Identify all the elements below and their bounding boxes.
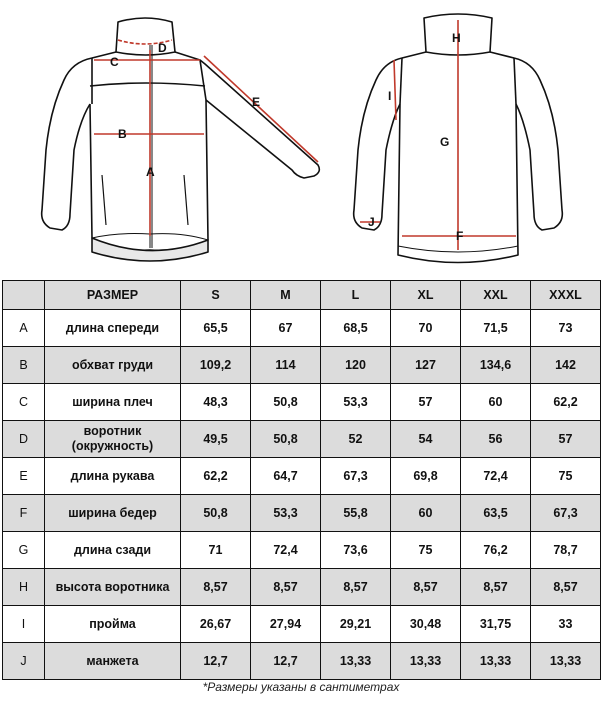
label-f: F (456, 229, 464, 243)
size-value-cell: 33 (531, 606, 601, 643)
table-row (3, 310, 601, 347)
size-value-cell: 8,57 (391, 569, 461, 606)
header-s: S (181, 281, 251, 310)
size-value-cell: 72,4 (461, 458, 531, 495)
size-value-cell: 69,8 (391, 458, 461, 495)
table-row (3, 495, 601, 532)
size-value-cell: 50,8 (251, 421, 321, 458)
size-value-cell: 13,33 (391, 643, 461, 680)
label-j: J (368, 215, 375, 229)
row-letter: F (3, 495, 45, 532)
size-value-cell: 63,5 (461, 495, 531, 532)
row-measurement-name: длина спереди (45, 310, 181, 347)
size-value-cell: 120 (321, 347, 391, 384)
row-letter: G (3, 532, 45, 569)
label-h: H (452, 31, 461, 45)
row-letter: D (3, 421, 45, 458)
header-corner (3, 281, 45, 310)
table-row (3, 569, 601, 606)
row-letter: E (3, 458, 45, 495)
size-value-cell: 142 (531, 347, 601, 384)
size-value-cell: 71 (181, 532, 251, 569)
label-c: C (110, 55, 119, 69)
row-measurement-name: пройма (45, 606, 181, 643)
size-value-cell: 48,3 (181, 384, 251, 421)
row-measurement-name: обхват груди (45, 347, 181, 384)
table-row (3, 421, 601, 458)
table-row (3, 532, 601, 569)
table-row (3, 384, 601, 421)
size-value-cell: 8,57 (461, 569, 531, 606)
size-value-cell: 8,57 (531, 569, 601, 606)
row-letter: J (3, 643, 45, 680)
table-row (3, 458, 601, 495)
size-value-cell: 8,57 (251, 569, 321, 606)
header-m: M (251, 281, 321, 310)
size-value-cell: 78,7 (531, 532, 601, 569)
row-letter: H (3, 569, 45, 606)
size-value-cell: 55,8 (321, 495, 391, 532)
size-value-cell: 76,2 (461, 532, 531, 569)
row-measurement-name: ширина плеч (45, 384, 181, 421)
size-value-cell: 71,5 (461, 310, 531, 347)
size-value-cell: 73 (531, 310, 601, 347)
size-value-cell: 67 (251, 310, 321, 347)
size-value-cell: 12,7 (251, 643, 321, 680)
size-value-cell: 8,57 (181, 569, 251, 606)
row-letter: C (3, 384, 45, 421)
size-value-cell: 60 (461, 384, 531, 421)
size-value-cell: 29,21 (321, 606, 391, 643)
size-value-cell: 52 (321, 421, 391, 458)
size-value-cell: 30,48 (391, 606, 461, 643)
size-value-cell: 127 (391, 347, 461, 384)
size-value-cell: 114 (251, 347, 321, 384)
size-value-cell: 31,75 (461, 606, 531, 643)
label-e: E (252, 95, 261, 109)
header-xxxl: XXXL (531, 281, 601, 310)
header-xxl: XXL (461, 281, 531, 310)
jacket-front-illustration (42, 18, 320, 261)
label-d: D (158, 41, 167, 55)
size-value-cell: 134,6 (461, 347, 531, 384)
row-letter: B (3, 347, 45, 384)
size-value-cell: 53,3 (321, 384, 391, 421)
size-value-cell: 65,5 (181, 310, 251, 347)
jacket-diagram (0, 0, 602, 270)
size-value-cell: 26,67 (181, 606, 251, 643)
header-xl: XL (391, 281, 461, 310)
size-value-cell: 67,3 (321, 458, 391, 495)
size-value-cell: 13,33 (321, 643, 391, 680)
size-value-cell: 13,33 (531, 643, 601, 680)
row-letter: I (3, 606, 45, 643)
size-value-cell: 50,8 (181, 495, 251, 532)
table-row (3, 643, 601, 680)
row-measurement-name: воротник (окружность) (45, 421, 181, 458)
size-value-cell: 57 (531, 421, 601, 458)
size-value-cell: 27,94 (251, 606, 321, 643)
size-value-cell: 75 (531, 458, 601, 495)
size-value-cell: 72,4 (251, 532, 321, 569)
table-row (3, 347, 601, 384)
size-table (2, 280, 601, 680)
size-value-cell: 56 (461, 421, 531, 458)
table-header-row (3, 281, 601, 310)
row-measurement-name: манжета (45, 643, 181, 680)
label-a: A (146, 165, 155, 179)
row-letter: A (3, 310, 45, 347)
size-value-cell: 8,57 (321, 569, 391, 606)
size-value-cell: 70 (391, 310, 461, 347)
size-value-cell: 67,3 (531, 495, 601, 532)
size-value-cell: 12,7 (181, 643, 251, 680)
size-value-cell: 13,33 (461, 643, 531, 680)
size-value-cell: 54 (391, 421, 461, 458)
size-value-cell: 57 (391, 384, 461, 421)
size-value-cell: 62,2 (181, 458, 251, 495)
size-value-cell: 68,5 (321, 310, 391, 347)
size-value-cell: 53,3 (251, 495, 321, 532)
size-value-cell: 60 (391, 495, 461, 532)
label-g: G (440, 135, 450, 149)
size-value-cell: 73,6 (321, 532, 391, 569)
label-i: I (388, 89, 392, 103)
size-value-cell: 109,2 (181, 347, 251, 384)
label-b: B (118, 127, 127, 141)
size-value-cell: 49,5 (181, 421, 251, 458)
row-measurement-name: высота воротника (45, 569, 181, 606)
footnote: *Размеры указаны в сантиметрах (202, 680, 400, 694)
row-measurement-name: ширина бедер (45, 495, 181, 532)
size-value-cell: 64,7 (251, 458, 321, 495)
header-size: РАЗМЕР (45, 281, 181, 310)
row-measurement-name: длина рукава (45, 458, 181, 495)
row-measurement-name: длина сзади (45, 532, 181, 569)
size-value-cell: 75 (391, 532, 461, 569)
size-value-cell: 62,2 (531, 384, 601, 421)
table-row (3, 606, 601, 643)
header-l: L (321, 281, 391, 310)
size-value-cell: 50,8 (251, 384, 321, 421)
